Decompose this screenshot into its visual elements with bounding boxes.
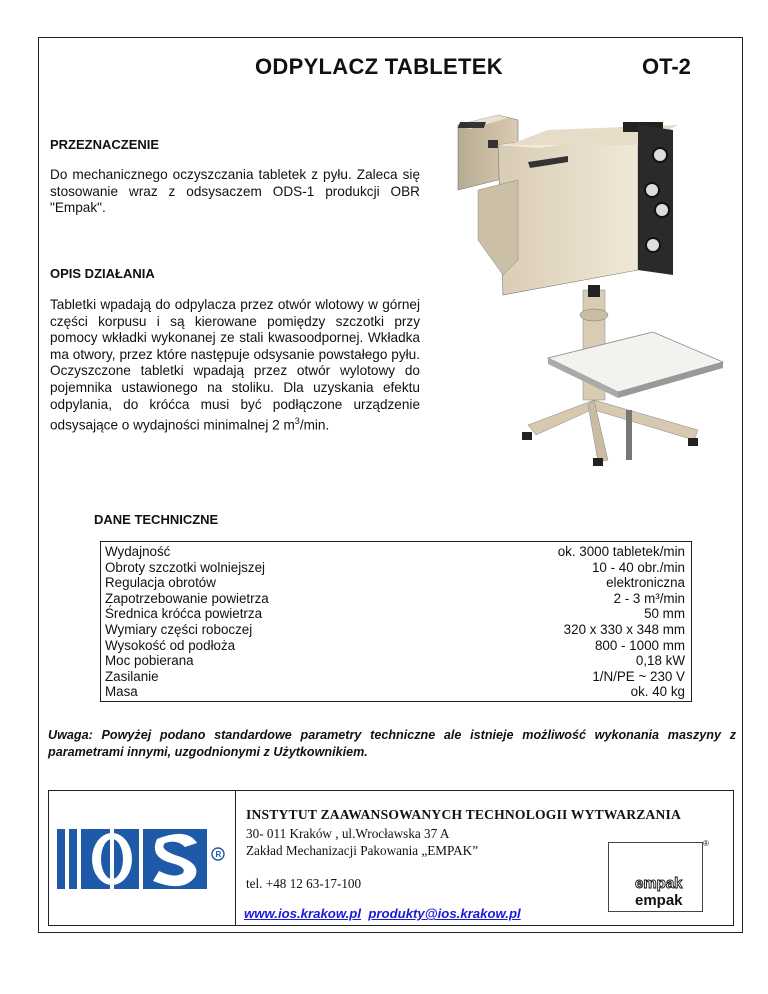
page-title: ODPYLACZ TABLETEK <box>255 54 503 79</box>
row-value: 10 - 40 obr./min <box>591 559 685 575</box>
institute-name: INSTYTUT ZAAWANSOWANYCH TECHNOLOGII WYTWARZANIA <box>246 807 682 822</box>
address: 30- 011 Kraków , ul.Wrocławska 37 A <box>246 826 450 841</box>
dane-table <box>100 541 692 702</box>
row-label: Masa <box>105 684 138 700</box>
row-value: ok. 40 kg <box>630 684 685 700</box>
table-row <box>101 653 691 669</box>
table-row <box>101 622 691 638</box>
row-label: Wydajność <box>105 544 171 559</box>
section-heading-przeznaczenie: PRZEZNACZENIE <box>50 137 160 152</box>
table-row <box>101 591 691 607</box>
row-value: 1/N/PE ~ 230 V <box>592 668 685 684</box>
section-heading-opis: OPIS DZIAŁANIA <box>50 266 155 281</box>
footer-divider <box>235 791 236 925</box>
footer-links <box>244 906 521 921</box>
table-row <box>101 669 691 685</box>
svg-text:R: R <box>215 850 222 859</box>
row-label: Wysokość od podłoża <box>105 637 236 653</box>
dane-heading: DANE TECHNICZNE <box>94 512 219 527</box>
row-label: Obroty szczotki wolniejszej <box>105 559 265 575</box>
opis-text: Tabletki wpadają do odpylacza przez otwór wlotowy w górnej części korpusu i są kierowane pomiędzy szczotki przy pomocy wkładki wykonanej ze stali kwasoodpornej. Wkładka ma otwory, przez które następuje odsysanie powstałego pyłu. Oczyszczone tabletki wpadają przez otwór wylotowy do pojemnika ustawionego na stoliku. Dla uzyskania efektu odpylania, do króćca musi być podłączone urządzenie odsysające o wydajności minimalnej 2 $m^3/\min$. <box>50 297 420 433</box>
row-value: 50 mm <box>644 606 685 622</box>
row-value: ok. 3000 tabletek/min <box>557 544 685 559</box>
ios-logo <box>57 829 227 889</box>
przeznaczenie-text: Do mechanicznego oczyszczania tabletek z pyłu. Zaleca się stosowanie wraz z odsysaczem ODS-1 produkcji OBR "Empak". <box>50 167 420 216</box>
row-value: elektroniczna <box>606 575 685 591</box>
row-label: Moc pobierana <box>105 653 194 669</box>
table-row <box>101 606 691 622</box>
email-link[interactable]: produkty@ios.krakow.pl <box>368 906 521 921</box>
row-label: Zapotrzebowanie powietrza <box>105 590 269 606</box>
row-value: 800 - 1000 mm <box>594 637 685 653</box>
row-label: Wymiary części roboczej <box>105 621 253 637</box>
model-code: OT-2 <box>642 54 691 79</box>
machine-photo <box>448 100 730 472</box>
table-row <box>101 560 691 576</box>
table-row <box>101 684 691 700</box>
svg-text:empak: empak <box>635 892 683 908</box>
table-row <box>101 575 691 591</box>
row-value: 0,18 kW <box>635 653 685 669</box>
empak-logo <box>633 874 705 908</box>
registered-mark: ® <box>703 839 709 848</box>
row-label: Zasilanie <box>105 668 159 684</box>
note-text: Uwaga: Powyżej podano standardowe parametry techniczne ale istnieje możliwość wykonania maszyny z parametrami innymi, uzgodnionymi z Użytkownikiem. <box>48 728 736 759</box>
row-value: 2 - 3 m³/min <box>613 590 685 606</box>
svg-text:empak: empak <box>635 875 683 892</box>
row-label: Średnica króćca powietrza <box>105 606 263 622</box>
phone: tel. +48 12 63-17-100 <box>246 876 362 891</box>
department: Zakład Mechanizacji Pakowania „EMPAK” <box>246 843 479 858</box>
row-label: Regulacja obrotów <box>105 575 216 591</box>
row-value: 320 x 330 x 348 mm <box>563 621 685 637</box>
table-row <box>101 544 691 560</box>
footer-box <box>48 790 734 926</box>
website-link[interactable]: www.ios.krakow.pl <box>244 906 362 921</box>
table-row <box>101 638 691 654</box>
